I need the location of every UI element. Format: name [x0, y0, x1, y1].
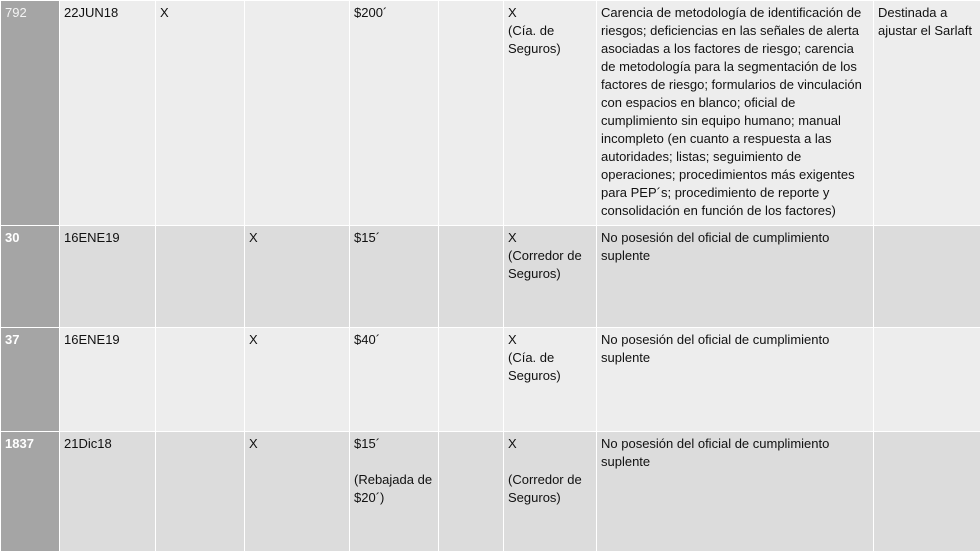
empty-cell: [439, 1, 504, 226]
destination-cell: Destinada a ajustar el Sarlaft: [874, 1, 980, 226]
entity-cell: X (Corredor de Seguros): [504, 432, 597, 552]
row-id-cell: 30: [1, 226, 60, 328]
reason-cell: No posesión del oficial de cumplimiento suplente: [597, 226, 874, 328]
amount-cell: $15´: [350, 226, 439, 328]
mark-a-cell: [156, 432, 245, 552]
empty-cell: [439, 328, 504, 432]
reason-cell: No posesión del oficial de cumplimiento suplente: [597, 432, 874, 552]
mark-b-cell: X: [245, 432, 350, 552]
row-id-cell: 792: [1, 1, 60, 226]
date-cell: 16ENE19: [60, 226, 156, 328]
mark-b-cell: [245, 1, 350, 226]
mark-b-cell: X: [245, 226, 350, 328]
entity-cell: X (Cía. de Seguros): [504, 328, 597, 432]
row-id-cell: 1837: [1, 432, 60, 552]
table-row: [1, 226, 980, 328]
table-row: [1, 1, 980, 226]
empty-cell: [439, 226, 504, 328]
amount-cell: $40´: [350, 328, 439, 432]
reason-cell: No posesión del oficial de cumplimiento suplente: [597, 328, 874, 432]
table-row: [1, 432, 980, 552]
amount-cell: $15´ (Rebajada de $20´): [350, 432, 439, 552]
reason-cell: Carencia de metodología de identificación de riesgos; deficiencias en las señales de alerta asociadas a los factores de riesgo; carencia de metodología para la segmentación de los factores de riesgo; formularios de vinculación con espacios en blanco; oficial de cumplimiento sin equipo humano; manual incompleto (en cuanto a respuesta a las autoridades; listas; seguimiento de operaciones; procedimientos más exigentes para PEP´s; procedimiento de reporte y consolidación en función de los factores): [597, 1, 874, 226]
table-row: [1, 328, 980, 432]
mark-a-cell: X: [156, 1, 245, 226]
entity-cell: X (Corredor de Seguros): [504, 226, 597, 328]
entity-cell: X (Cía. de Seguros): [504, 1, 597, 226]
destination-cell: [874, 328, 980, 432]
destination-cell: [874, 226, 980, 328]
mark-a-cell: [156, 226, 245, 328]
empty-cell: [439, 432, 504, 552]
destination-cell: [874, 432, 980, 552]
mark-b-cell: X: [245, 328, 350, 432]
date-cell: 16ENE19: [60, 328, 156, 432]
date-cell: 21Dic18: [60, 432, 156, 552]
mark-a-cell: [156, 328, 245, 432]
amount-cell: $200´: [350, 1, 439, 226]
row-id-cell: 37: [1, 328, 60, 432]
date-cell: 22JUN18: [60, 1, 156, 226]
